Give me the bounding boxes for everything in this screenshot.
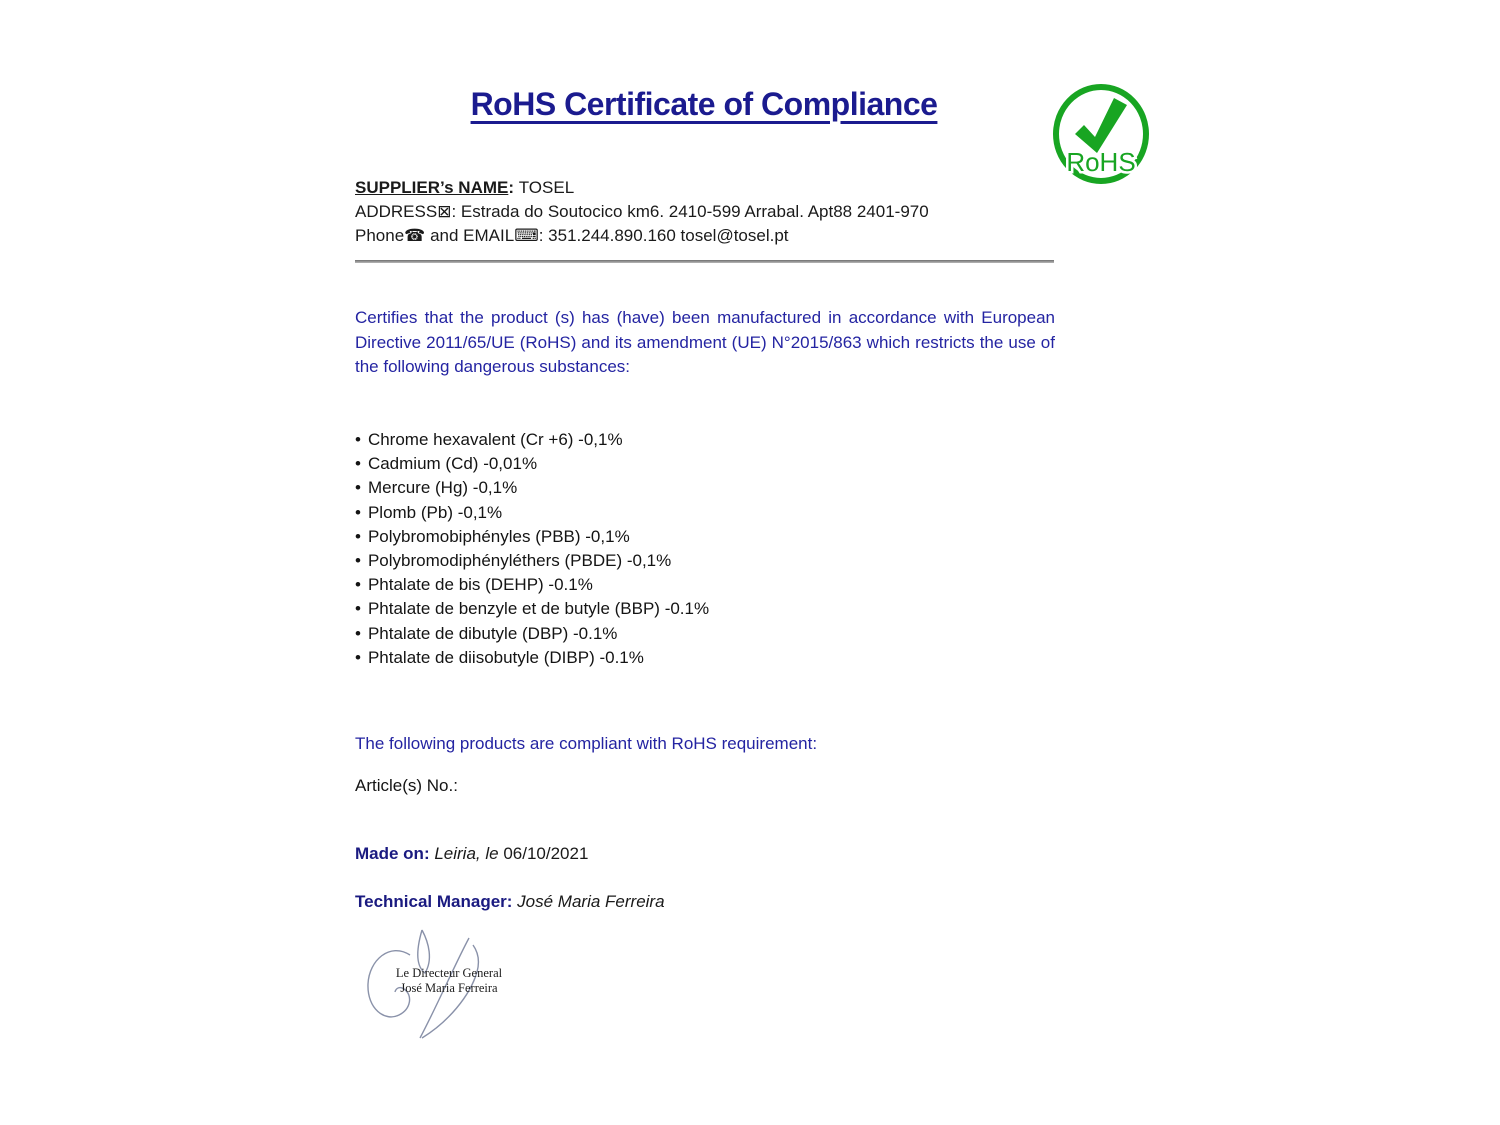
phone-icon: ☎ [404,226,426,246]
substance-item: • Mercure (Hg) -0,1% [355,476,709,500]
signature-name: José Maria Ferreira [400,981,498,995]
made-on-date: 06/10/2021 [503,844,589,863]
technical-manager-label: Technical Manager: [355,892,513,911]
signature-title: Le Directeur General [395,966,503,980]
rohs-logo-graphic [1051,82,1151,186]
page-title-text: RoHS Certificate of Compliance [470,86,938,122]
substance-item: • Phtalate de bis (DEHP) -0.1% [355,573,709,597]
technical-manager-line [355,892,665,912]
supplier-name-colon: : [508,178,519,197]
made-on-label: Made on: [355,844,430,863]
substance-item: • Plomb (Pb) -0,1% [355,501,709,525]
substance-item: • Polybromobiphényles (PBB) -0,1% [355,525,709,549]
logo-label: RoHS [1066,147,1136,177]
made-on-line [355,844,588,864]
certification-paragraph: Certifies that the product (s) has (have) been manufactured in accordance with European Directive 2011/65/UE (RoHS) and its amendment (UE) N°2015/863 which restricts the use of the following dangerous substances: [355,308,1055,376]
supplier-address-line [355,200,929,224]
checkmark-icon [1075,98,1127,153]
compliance-statement: The following products are compliant with RoHS requirement: [355,734,818,753]
supplier-name-line [355,176,929,200]
contact-value: : 351.244.890.160 tosel@tosel.pt [538,226,789,245]
substances-list [355,428,709,670]
made-on-place: Leiria, le [429,844,504,863]
technical-manager-name: José Maria Ferreira [512,892,665,911]
substance-item: • Phtalate de dibutyle (DBP) -0.1% [355,622,709,646]
substance-item: • Cadmium (Cd) -0,01% [355,452,709,476]
articles-label: Article(s) No.: [355,776,458,795]
address-value: : Estrada do Soutocico km6. 2410-599 Arrabal. Apt88 2401-970 [451,202,929,221]
substance-item: • Phtalate de benzyle et de butyle (BBP) -0.1% [355,597,709,621]
envelope-icon: ⊠ [437,202,452,222]
substance-item: • Phtalate de diisobutyle (DIBP) -0.1% [355,646,709,670]
divider-rule [355,260,1054,263]
signature-text [384,966,514,996]
supplier-name-value: TOSEL [518,178,575,197]
email-label: and EMAIL [425,226,515,245]
address-label: ADDRESS [355,202,438,221]
supplier-block [355,176,929,248]
page-title [355,86,1053,123]
substance-item: • Chrome hexavalent (Cr +6) -0,1% [355,428,709,452]
supplier-name-label: SUPPLIER’s NAME [355,178,509,197]
rohs-logo [1051,82,1151,186]
signature-block [356,916,516,1056]
computer-icon: ⌨ [514,226,539,246]
substance-item: • Polybromodiphényléthers (PBDE) -0,1% [355,549,709,573]
supplier-contact-line [355,224,929,248]
phone-label: Phone [355,226,405,245]
